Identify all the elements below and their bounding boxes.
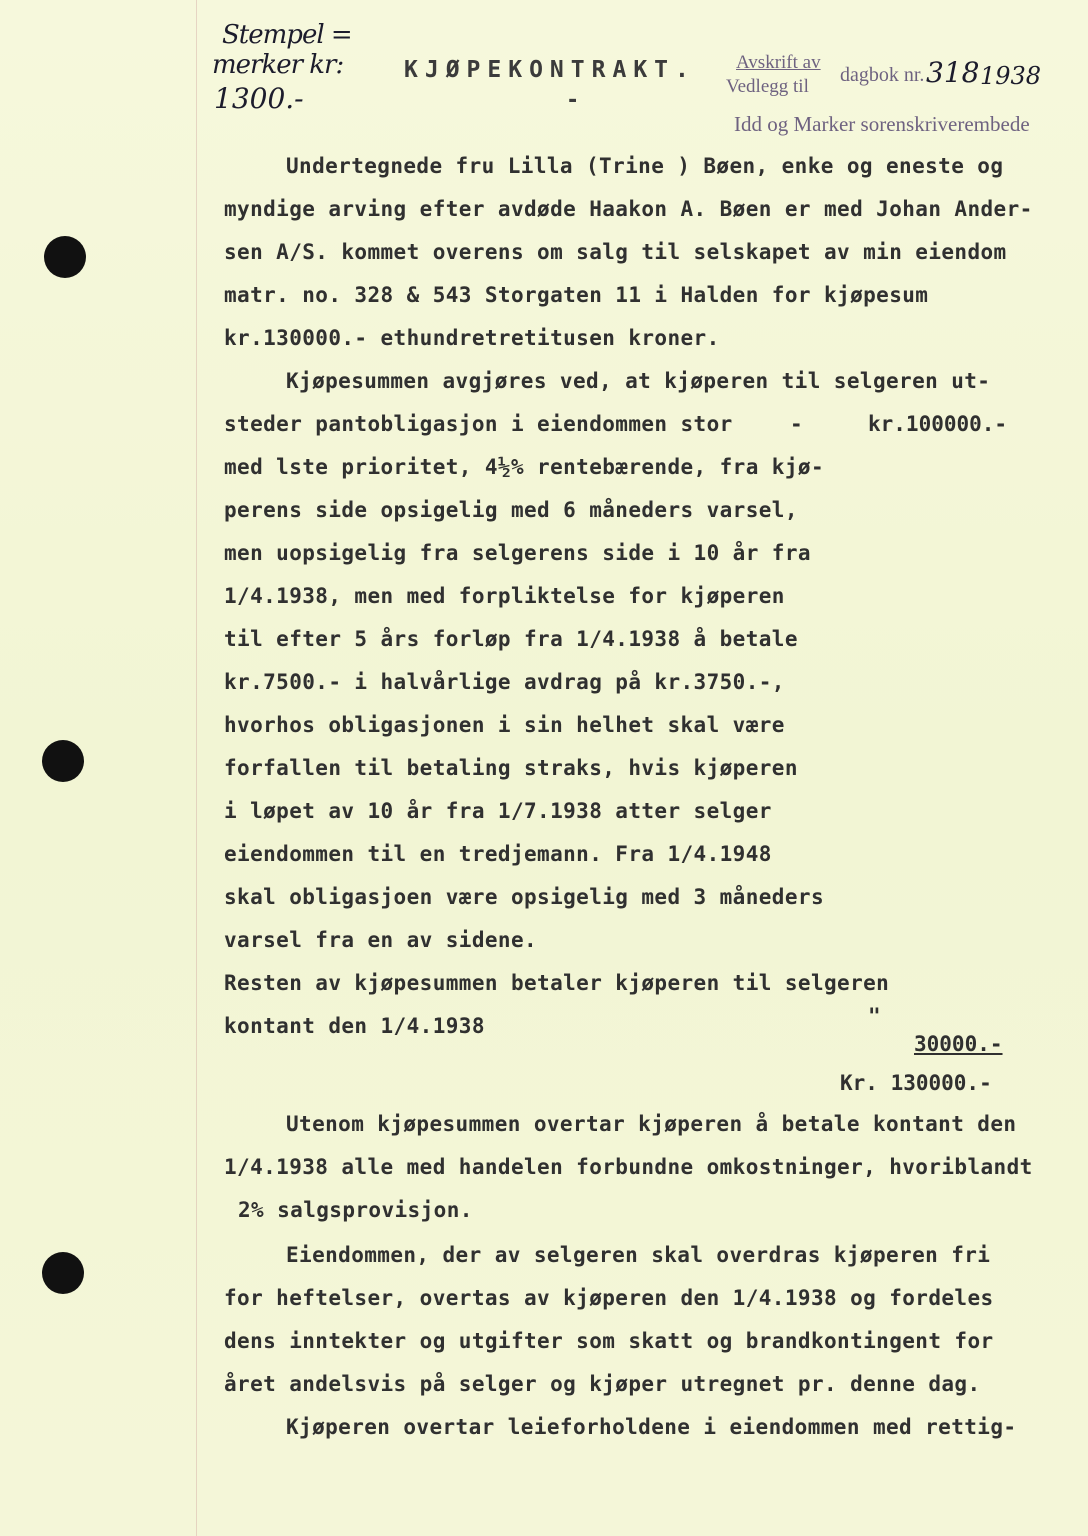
- body-line: sen A/S. kommet overens om salg til selskapet av min eiendom: [224, 240, 1007, 264]
- registry-stamp-vedlegg: Vedlegg til: [726, 76, 809, 97]
- body-line: kontant den 1/4.1938: [224, 1014, 485, 1038]
- title-dash: -: [566, 88, 580, 113]
- body-line: 1/4.1938, men med forpliktelse for kjøperen: [224, 584, 785, 608]
- body-line: myndige arving efter avdøde Haakon A. Bøen er med Johan Ander-: [224, 197, 1033, 221]
- body-line: Eiendommen, der av selgeren skal overdras kjøperen fri: [286, 1243, 991, 1267]
- body-line: kr.130000.- ethundretretitusen kroner.: [224, 326, 720, 350]
- registry-stamp-dagbok: dagbok nr.: [840, 64, 925, 86]
- body-line: 1/4.1938 alle med handelen forbundne omkostninger, hvoriblandt: [224, 1155, 1033, 1179]
- registry-stamp-office: Idd og Marker sorenskriverembede: [734, 112, 1030, 136]
- body-line: skal obligasjoen være opsigelig med 3 måneders: [224, 885, 824, 909]
- body-line: matr. no. 328 & 543 Storgaten 11 i Halden for kjøpesum: [224, 283, 929, 307]
- dagbok-number: 318: [926, 56, 980, 89]
- body-line: med lste prioritet, 4½% rentebærende, fra kjø-: [224, 455, 824, 479]
- body-line: dens inntekter og utgifter som skatt og brandkontingent for: [224, 1329, 994, 1353]
- pant-amount: kr.100000.-: [868, 412, 1008, 436]
- stamp-duty-label: Stempel =: [222, 20, 352, 50]
- punch-hole-icon: [42, 1252, 84, 1294]
- document-title: KJØPEKONTRAKT.: [404, 57, 696, 83]
- stamp-duty-amount: 1300.-: [214, 82, 304, 115]
- punch-hole-icon: [44, 236, 86, 278]
- total-amount: Kr. 130000.-: [840, 1071, 992, 1095]
- body-line: i løpet av 10 år fra 1/7.1938 atter selger: [224, 799, 772, 823]
- body-line: steder pantobligasjon i eiendommen stor: [224, 412, 733, 436]
- ditto-mark: ": [868, 1004, 881, 1028]
- body-line: 2% salgsprovisjon.: [238, 1198, 473, 1222]
- stamp-duty-label-2: merker kr:: [212, 50, 344, 80]
- punch-hole-icon: [42, 740, 84, 782]
- body-line: forfallen til betaling straks, hvis kjøperen: [224, 756, 798, 780]
- body-line: Kjøperen overtar leieforholdene i eiendommen med rettig-: [286, 1415, 1017, 1439]
- margin-line: [196, 0, 197, 1536]
- registry-stamp-avskrift: Avskrift av: [736, 52, 821, 73]
- body-line: året andelsvis på selger og kjøper utregnet pr. denne dag.: [224, 1372, 981, 1396]
- body-line: Kjøpesummen avgjøres ved, at kjøperen til selgeren ut-: [286, 369, 991, 393]
- body-line: varsel fra en av sidene.: [224, 928, 538, 952]
- rest-amount: 30000.-: [914, 1032, 1003, 1056]
- body-line: eiendommen til en tredjemann. Fra 1/4.1948: [224, 842, 772, 866]
- body-line: hvorhos obligasjonen i sin helhet skal være: [224, 713, 785, 737]
- body-line: kr.7500.- i halvårlige avdrag på kr.3750.-,: [224, 670, 785, 694]
- body-line: Undertegnede fru Lilla (Trine ) Bøen, enke og eneste og: [286, 154, 1004, 178]
- pant-dash: -: [790, 412, 803, 436]
- body-line: men uopsigelig fra selgerens side i 10 år fra: [224, 541, 811, 565]
- body-line: til efter 5 års forløp fra 1/4.1938 å betale: [224, 627, 798, 651]
- body-line: Utenom kjøpesummen overtar kjøperen å betale kontant den: [286, 1112, 1017, 1136]
- body-line: perens side opsigelig med 6 måneders varsel,: [224, 498, 798, 522]
- body-line: for heftelser, overtas av kjøperen den 1/4.1938 og fordeles: [224, 1286, 994, 1310]
- body-line: Resten av kjøpesummen betaler kjøperen til selgeren: [224, 971, 890, 995]
- dagbok-year: 1938: [980, 62, 1042, 90]
